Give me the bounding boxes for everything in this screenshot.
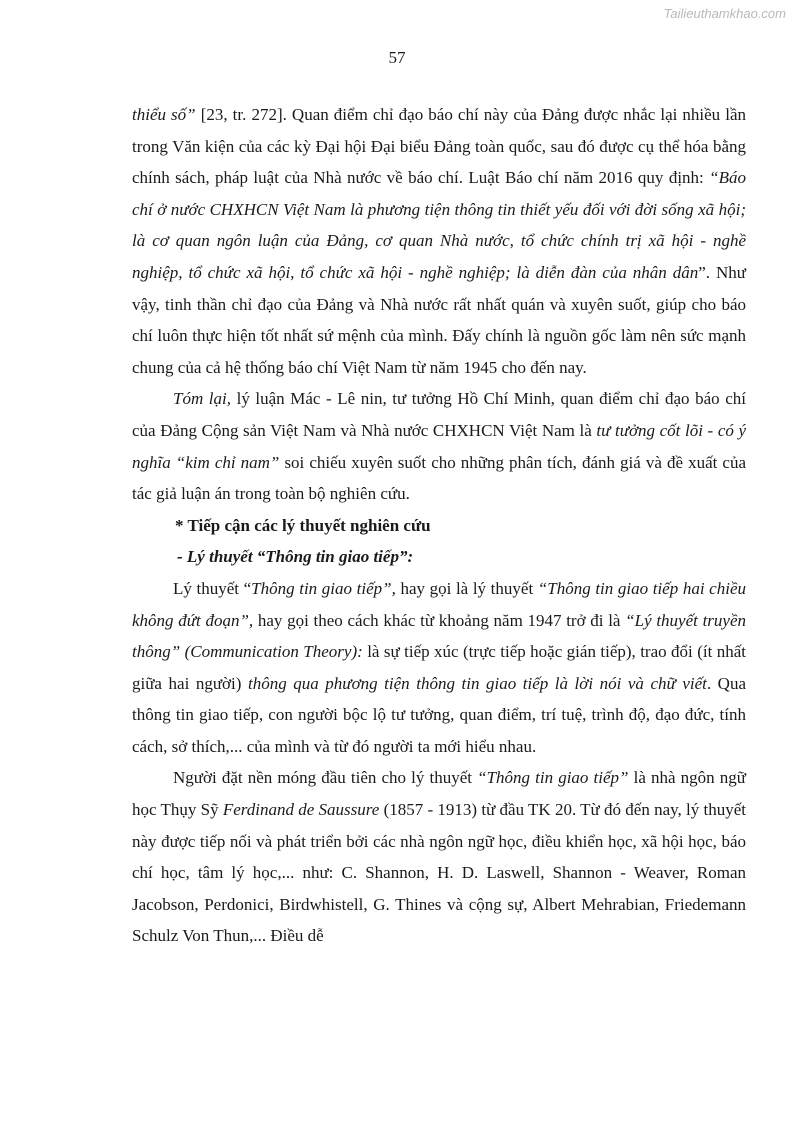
document-body	[132, 99, 746, 952]
subsection-heading: - Lý thuyết “Thông tin giao tiếp”:	[177, 547, 414, 567]
text-span: “Thông tin giao tiếp”	[477, 768, 629, 788]
text-span: [23, tr. 272]. Quan điểm chỉ đạo báo chí này của Đảng được nhắc lại nhiều lần trong Văn kiện của các kỳ Đại hội Đại biểu Đảng toàn quốc, sau đó được cụ thể hóa bằng chính sách, pháp luật của Nhà nước về báo chí. Luật Báo chí năm 2016 quy định:	[132, 105, 747, 188]
text-span: Tóm lại,	[173, 389, 232, 409]
text-span: lý luận Mác - Lê nin, tư tưởng Hồ Chí Minh, quan điểm chỉ đạo báo chí của Đảng Cộng sản Việt Nam và Nhà nước CHXHCN Việt Nam là	[132, 389, 747, 440]
text-span: Người đặt nền móng đầu tiên cho lý thuyết	[173, 768, 478, 788]
paragraph-theory-history	[132, 762, 746, 952]
paragraph-press-law	[132, 99, 746, 383]
text-span: “Thông tin giao tiếp hai chiều không đứt đoạn”,	[132, 578, 746, 630]
text-span: Thông tin giao tiếp”,	[251, 578, 396, 598]
text-span: ”. Như vậy, tinh thần chỉ đạo của Đảng và Nhà nước rất nhất quán và xuyên suốt, giúp cho báo chí luôn thực hiện tốt nhất sứ mệnh của mình. Đấy chính là nguồn gốc làm nên sức mạnh chung của cả hệ thống báo chí Việt Nam từ năm 1945 cho đến nay.	[132, 262, 746, 377]
text-span: hay gọi là lý thuyết	[395, 578, 538, 598]
law-quote: “Báo chí ở nước CHXHCN Việt Nam là phương tiện thông tin thiết yếu đối với đời sống xã hội; là cơ quan ngôn luận của Đảng, cơ quan Nhà nước, tổ chức chính trị xã hội - nghề nghiệp, tổ chức xã hội, tổ chức xã hội - nghề nghiệp; là diễn đàn của nhân dân	[132, 168, 746, 282]
text-span: hay gọi theo cách khác từ khoảng năm 1947 trở đi là	[253, 610, 626, 630]
text-span: là sự tiếp xúc (trực tiếp hoặc gián tiếp), trao đổi (ít nhất giữa hai người)	[132, 642, 746, 693]
section-heading: * Tiếp cận các lý thuyết nghiên cứu	[175, 515, 431, 535]
text-span: thiểu số”	[132, 105, 196, 124]
text-span: Ferdinand de Saussure	[222, 800, 380, 820]
text-span: soi chiếu xuyên suốt cho những phân tích, đánh giá và đề xuất của tác giả luận án trong toàn bộ nghiên cứu.	[132, 452, 746, 504]
paragraph-summary	[132, 383, 746, 509]
text-span: “Lý thuyết truyền thông” (Communication Theory):	[132, 610, 746, 662]
text-span: (1857 - 1913) từ đầu TK 20. Từ đó đến nay, lý thuyết này được tiếp nối và phát triển bởi các nhà ngôn ngữ học, điều khiển học, xã hội học, báo chí học, tâm lý học,... như: C. Shannon, H. D. Laswell, Shannon - Weaver, Roman Jacobson, Perdonici, Birdwhistell, G. Thines và cộng sự, Albert Mehrabian, Friedemann Schulz Von Thun,... Điều dễ	[132, 800, 747, 946]
text-span: thông qua phương tiện thông tin giao tiếp là lời nói và chữ viết	[247, 673, 707, 693]
text-span: Lý thuyết “	[173, 578, 252, 598]
text-span: tư tưởng cốt lõi - có ý nghĩa “kim chỉ nam”	[132, 420, 747, 472]
text-span: . Qua thông tin giao tiếp, con người bộc lộ tư tưởng, quan điểm, trí tuệ, trình độ, đạo đức, tính cách, sở thích,... của mình và từ đó người ta mới hiểu nhau.	[132, 673, 747, 756]
text-span: là nhà ngôn ngữ học Thụy Sỹ	[132, 768, 747, 820]
paragraph-theory-definition	[132, 573, 746, 763]
page-number: 57	[388, 48, 406, 67]
watermark: Tailieuthamkhao.com	[663, 6, 786, 21]
